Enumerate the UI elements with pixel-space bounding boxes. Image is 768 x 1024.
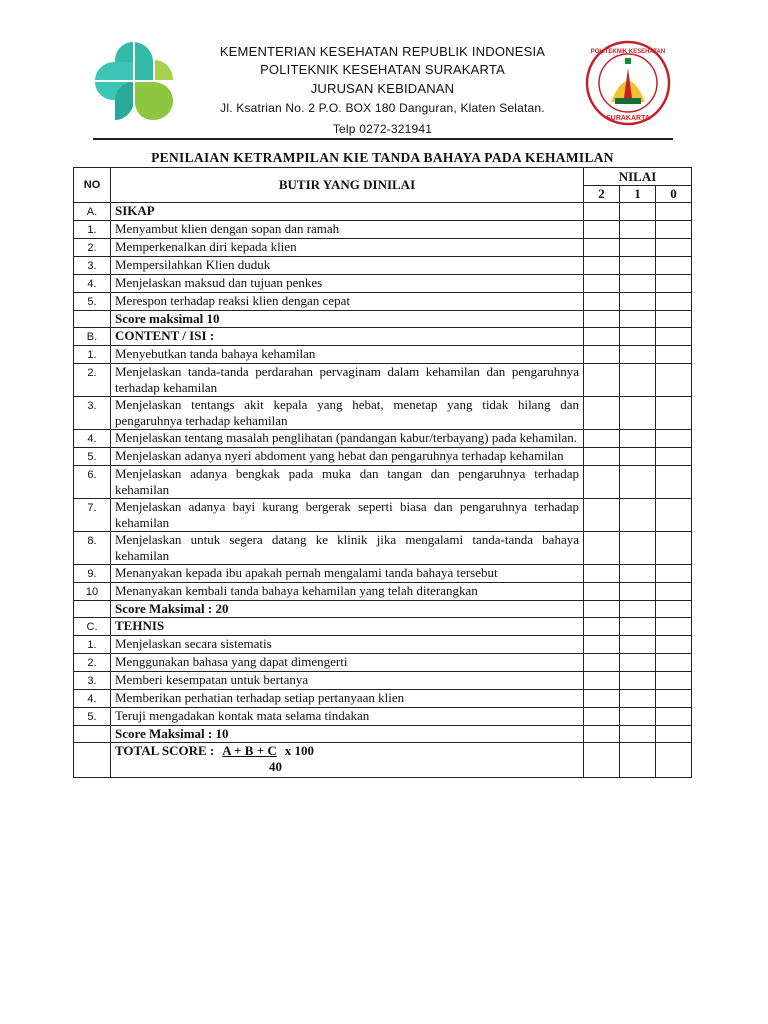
max-score-1-cell[interactable]: [620, 311, 656, 328]
max-score-label: Score maksimal 10: [111, 311, 584, 328]
item-number: 2.: [74, 239, 111, 257]
section-row: [74, 618, 692, 636]
section-score-0-cell[interactable]: [656, 203, 692, 221]
item-text: Memberikan perhatian terhadap setiap pertanyaan klien: [111, 690, 584, 708]
page-title: PENILAIAN KETRAMPILAN KIE TANDA BAHAYA PADA KEHAMILAN: [151, 150, 614, 165]
emblem-text-bottom: SURAKARTA: [606, 115, 650, 122]
max-score-1-cell[interactable]: [620, 601, 656, 618]
item-score-0-cell[interactable]: [656, 364, 692, 397]
item-number: 4.: [74, 430, 111, 448]
item-score-2-cell[interactable]: [584, 221, 620, 239]
item-text: Memperkenalkan diri kepada klien: [111, 239, 584, 257]
item-score-2-cell[interactable]: [584, 364, 620, 397]
total-score-2-cell[interactable]: [584, 743, 620, 778]
table-row: [74, 364, 692, 397]
total-row: [74, 743, 692, 778]
item-number: 1.: [74, 346, 111, 364]
header-phone: Telp 0272-321941: [332, 122, 433, 136]
kemenkes-logo: [93, 40, 175, 122]
item-score-1-cell[interactable]: [620, 293, 656, 311]
item-score-1-cell[interactable]: [620, 636, 656, 654]
total-score-0-cell[interactable]: [656, 743, 692, 778]
total-denominator: 40: [269, 759, 282, 774]
item-score-1-cell[interactable]: [620, 690, 656, 708]
item-score-0-cell[interactable]: [656, 708, 692, 726]
table-row: [74, 583, 692, 601]
item-number: 7.: [74, 499, 111, 532]
table-row: [74, 499, 692, 532]
table-row: [74, 257, 692, 275]
item-text: Menjelaskan secara sistematis: [111, 636, 584, 654]
item-number: 4.: [74, 275, 111, 293]
item-score-0-cell[interactable]: [656, 397, 692, 430]
item-score-0-cell[interactable]: [656, 690, 692, 708]
item-score-0-cell[interactable]: [656, 466, 692, 499]
item-score-0-cell[interactable]: [656, 565, 692, 583]
item-score-2-cell[interactable]: [584, 672, 620, 690]
item-score-0-cell[interactable]: [656, 275, 692, 293]
total-formula-cell: [111, 743, 584, 778]
total-multiplier: x 100: [284, 743, 315, 758]
item-text: Teruji mengadakan kontak mata selama tindakan: [111, 708, 584, 726]
item-number: 1.: [74, 221, 111, 239]
item-score-2-cell[interactable]: [584, 654, 620, 672]
item-score-1-cell[interactable]: [620, 221, 656, 239]
header-divider: [93, 138, 673, 140]
section-score-1-cell[interactable]: [620, 328, 656, 346]
item-text: Memberi kesempatan untuk bertanya: [111, 672, 584, 690]
item-score-1-cell[interactable]: [620, 532, 656, 565]
item-score-0-cell[interactable]: [656, 293, 692, 311]
item-number: 5.: [74, 293, 111, 311]
section-title: CONTENT / ISI :: [111, 328, 584, 346]
item-score-2-cell[interactable]: [584, 293, 620, 311]
table-row: [74, 397, 692, 430]
item-text: Merespon terhadap reaksi klien dengan cepat: [111, 293, 584, 311]
section-title: SIKAP: [111, 203, 584, 221]
item-score-0-cell[interactable]: [656, 583, 692, 601]
item-score-1-cell[interactable]: [620, 565, 656, 583]
item-score-0-cell[interactable]: [656, 221, 692, 239]
max-score-number: [74, 311, 111, 328]
section-number: C.: [74, 618, 111, 636]
section-score-1-cell[interactable]: [620, 203, 656, 221]
total-formula: A + B + C: [222, 743, 277, 758]
item-score-1-cell[interactable]: [620, 364, 656, 397]
item-number: 1.: [74, 636, 111, 654]
item-score-1-cell[interactable]: [620, 672, 656, 690]
item-score-0-cell[interactable]: [656, 636, 692, 654]
item-text: Menanyakan kepada ibu apakah pernah mengalami tanda bahaya tersebut: [111, 565, 584, 583]
table-row: [74, 293, 692, 311]
item-number: 2.: [74, 364, 111, 397]
table-row: [74, 448, 692, 466]
item-score-0-cell[interactable]: [656, 532, 692, 565]
max-score-2-cell[interactable]: [584, 311, 620, 328]
max-score-0-cell[interactable]: [656, 311, 692, 328]
item-score-1-cell[interactable]: [620, 583, 656, 601]
item-score-0-cell[interactable]: [656, 672, 692, 690]
item-score-1-cell[interactable]: [620, 466, 656, 499]
item-score-2-cell[interactable]: [584, 499, 620, 532]
col-nilai-header: NILAI: [584, 168, 692, 186]
item-number: 6.: [74, 466, 111, 499]
total-label: TOTAL SCORE :: [115, 743, 215, 758]
item-score-1-cell[interactable]: [620, 239, 656, 257]
item-text: Menanyakan kembali tanda bahaya kehamilan yang telah diterangkan: [111, 583, 584, 601]
header-institution: POLITEKNIK KESEHATAN SURAKARTA: [260, 62, 505, 77]
item-score-0-cell[interactable]: [656, 448, 692, 466]
item-score-2-cell[interactable]: [584, 346, 620, 364]
item-score-1-cell[interactable]: [620, 275, 656, 293]
item-score-1-cell[interactable]: [620, 257, 656, 275]
col-item-header: BUTIR YANG DINILAI: [111, 168, 584, 203]
item-score-0-cell[interactable]: [656, 499, 692, 532]
item-score-1-cell[interactable]: [620, 397, 656, 430]
max-score-2-cell[interactable]: [584, 601, 620, 618]
section-row: [74, 203, 692, 221]
item-text: Menggunakan bahasa yang dapat dimengerti: [111, 654, 584, 672]
item-number: 5.: [74, 448, 111, 466]
item-score-2-cell[interactable]: [584, 257, 620, 275]
header-ministry: KEMENTERIAN KESEHATAN REPUBLIK INDONESIA: [219, 44, 546, 59]
item-score-2-cell[interactable]: [584, 583, 620, 601]
max-score-row: [74, 601, 692, 618]
item-score-0-cell[interactable]: [656, 654, 692, 672]
table-row: [74, 466, 692, 499]
score-0-header: 0: [656, 186, 692, 203]
header-department: JURUSAN KEBIDANAN: [310, 81, 455, 96]
table-row: [74, 654, 692, 672]
max-score-0-cell[interactable]: [656, 726, 692, 743]
item-number: 4.: [74, 690, 111, 708]
header-address: Jl. Ksatrian No. 2 P.O. BOX 180 Danguran, Klaten Selatan.: [220, 101, 545, 115]
section-score-2-cell[interactable]: [584, 203, 620, 221]
total-number: [74, 743, 111, 778]
header-block: [180, 44, 585, 140]
max-score-row: [74, 726, 692, 743]
section-score-2-cell[interactable]: [584, 328, 620, 346]
section-number: B.: [74, 328, 111, 346]
item-score-2-cell[interactable]: [584, 690, 620, 708]
table-row: [74, 346, 692, 364]
score-1-header: 1: [620, 186, 656, 203]
col-no-header: NO: [74, 168, 111, 203]
item-score-1-cell[interactable]: [620, 448, 656, 466]
section-title: TEHNIS: [111, 618, 584, 636]
emblem-text-top: POLITEKNIK KESEHATAN: [590, 49, 666, 55]
item-score-1-cell[interactable]: [620, 430, 656, 448]
table-row: [74, 690, 692, 708]
table-row: [74, 565, 692, 583]
item-score-1-cell[interactable]: [620, 499, 656, 532]
item-number: 3.: [74, 257, 111, 275]
item-score-2-cell[interactable]: [584, 239, 620, 257]
table-row: [74, 708, 692, 726]
item-score-2-cell[interactable]: [584, 430, 620, 448]
table-row: [74, 672, 692, 690]
section-score-0-cell[interactable]: [656, 328, 692, 346]
item-text: Menjelaskan tentangs akit kepala yang hebat, menetap yang tidak hilang dan pengaruhnya terhadap kehamilan: [111, 397, 584, 430]
item-score-2-cell[interactable]: [584, 448, 620, 466]
poltekkes-emblem: [585, 40, 671, 126]
max-score-number: [74, 601, 111, 618]
item-score-1-cell[interactable]: [620, 654, 656, 672]
section-row: [74, 328, 692, 346]
item-score-2-cell[interactable]: [584, 708, 620, 726]
item-number: 2.: [74, 654, 111, 672]
assessment-table: [73, 167, 692, 778]
table-row: [74, 275, 692, 293]
table-row: [74, 221, 692, 239]
section-score-2-cell[interactable]: [584, 618, 620, 636]
item-text: Menjelaskan adanya bayi kurang bergerak seperti biasa dan pengaruhnya terhadap kehamilan: [111, 499, 584, 532]
item-score-2-cell[interactable]: [584, 466, 620, 499]
item-score-0-cell[interactable]: [656, 239, 692, 257]
max-score-1-cell[interactable]: [620, 726, 656, 743]
item-score-1-cell[interactable]: [620, 346, 656, 364]
item-number: 8.: [74, 532, 111, 565]
max-score-label: Score Maksimal : 20: [111, 601, 584, 618]
item-score-0-cell[interactable]: [656, 346, 692, 364]
item-number: 10: [74, 583, 111, 601]
table-row: [74, 430, 692, 448]
item-number: 5.: [74, 708, 111, 726]
total-score-1-cell[interactable]: [620, 743, 656, 778]
item-text: Mempersilahkan Klien duduk: [111, 257, 584, 275]
section-score-0-cell[interactable]: [656, 618, 692, 636]
score-2-header: 2: [584, 186, 620, 203]
item-text: Menjelaskan tentang masalah penglihatan (pandangan kabur/terbayang) pada kehamilan.: [111, 430, 584, 448]
item-text: Menjelaskan adanya bengkak pada muka dan tangan dan pengaruhnya terhadap kehamilan: [111, 466, 584, 499]
item-text: Menjelaskan adanya nyeri abdoment yang hebat dan pengaruhnya terhadap kehamilan: [111, 448, 584, 466]
item-score-1-cell[interactable]: [620, 708, 656, 726]
item-score-2-cell[interactable]: [584, 397, 620, 430]
item-score-0-cell[interactable]: [656, 430, 692, 448]
table-row: [74, 532, 692, 565]
item-text: Menyambut klien dengan sopan dan ramah: [111, 221, 584, 239]
item-text: Menjelaskan maksud dan tujuan penkes: [111, 275, 584, 293]
item-number: 9.: [74, 565, 111, 583]
table-row: [74, 636, 692, 654]
item-score-2-cell[interactable]: [584, 565, 620, 583]
max-score-0-cell[interactable]: [656, 601, 692, 618]
item-score-2-cell[interactable]: [584, 275, 620, 293]
max-score-row: [74, 311, 692, 328]
max-score-number: [74, 726, 111, 743]
item-text: Menyebutkan tanda bahaya kehamilan: [111, 346, 584, 364]
item-text: Menjelaskan untuk segera datang ke klinik jika mengalami tanda-tanda bahaya kehamilan: [111, 532, 584, 565]
item-number: 3.: [74, 397, 111, 430]
table-row: [74, 239, 692, 257]
section-score-1-cell[interactable]: [620, 618, 656, 636]
item-score-0-cell[interactable]: [656, 257, 692, 275]
max-score-2-cell[interactable]: [584, 726, 620, 743]
max-score-label: Score Maksimal : 10: [111, 726, 584, 743]
item-text: Menjelaskan tanda-tanda perdarahan pervaginam dalam kehamilan dan pengaruhnya terhadap kehamilan: [111, 364, 584, 397]
item-number: 3.: [74, 672, 111, 690]
item-score-2-cell[interactable]: [584, 532, 620, 565]
section-number: A.: [74, 203, 111, 221]
item-score-2-cell[interactable]: [584, 636, 620, 654]
